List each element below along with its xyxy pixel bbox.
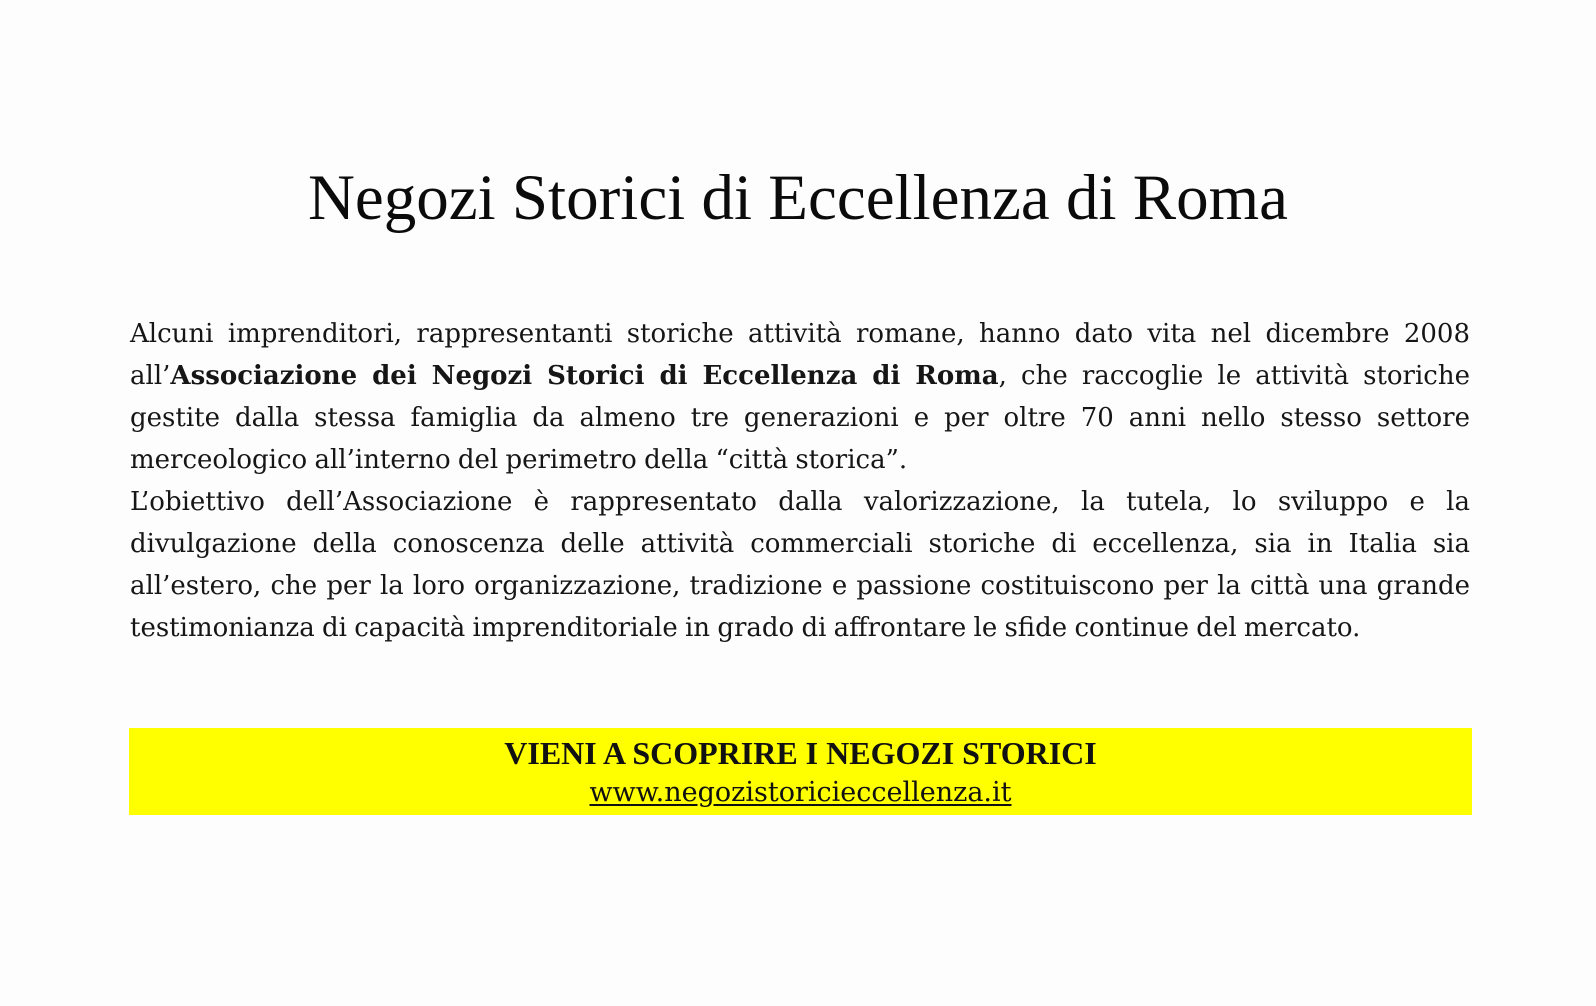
paragraph-intro-text-end: , che raccoglie le attività storiche gestite dalla stessa famiglia da almeno tre generazioni e per oltre 70 anni nello stesso settore merceologico all’interno del perimetro della “città storica”. — [130, 361, 1470, 475]
paragraph-objective: L’obiettivo dell’Associazione è rappresentato dalla valorizzazione, la tutela, lo sviluppo e la divulgazione della conoscenza delle attività commerciali storiche di eccellenza, sia in Italia sia all’estero, che per la loro organizzazione, tradizione e passione costituiscono per la città una grande testimonianza di capacità imprenditoriale in grado di affrontare le sfide continue del mercato. — [130, 487, 1470, 643]
association-name: Associazione dei Negozi Storici di Eccellenza di Roma — [170, 361, 999, 391]
body-text — [130, 313, 1470, 649]
cta-banner — [129, 728, 1472, 815]
paragraph-intro — [130, 313, 1470, 481]
paragraph-intro-text-start: Alcuni imprenditori, rappresentanti storiche attività romane, hanno dato vita nel dicembre 2008 all’ — [130, 319, 1470, 391]
banner-heading: VIENI A SCOPRIRE I NEGOZI STORICI — [504, 735, 1097, 771]
website-link[interactable]: www.negozistoricieccellenza.it — [589, 777, 1012, 808]
page-title: Negozi Storici di Eccellenza di Roma — [307, 162, 1289, 234]
